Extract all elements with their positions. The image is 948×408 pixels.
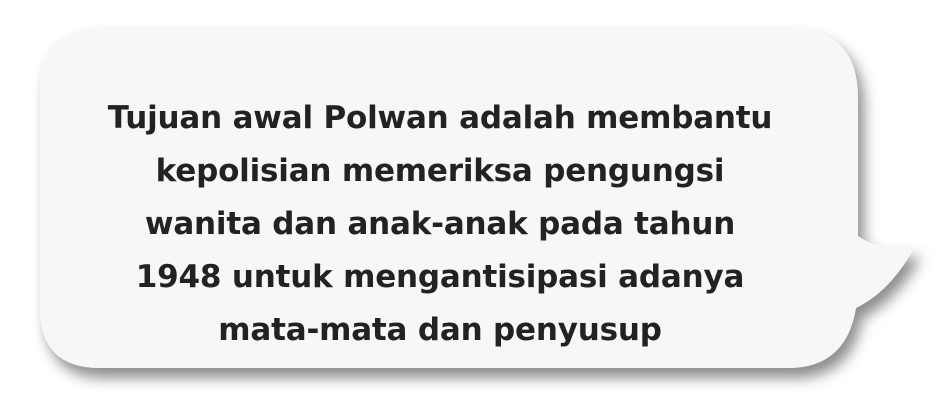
bubble-text-line-4: 1948 untuk mengantisipasi adanya (135, 259, 745, 295)
bubble-text-line-5: mata-mata dan penyusup (218, 312, 662, 348)
bubble-text-line-3: wanita dan anak-anak pada tahun (144, 206, 736, 242)
bubble-text-line-2: kepolisian memeriksa pengungsi (155, 153, 725, 189)
bubble-text (60, 92, 820, 357)
bubble-text-line-1: Tujuan awal Polwan adalah membantu (107, 100, 773, 136)
